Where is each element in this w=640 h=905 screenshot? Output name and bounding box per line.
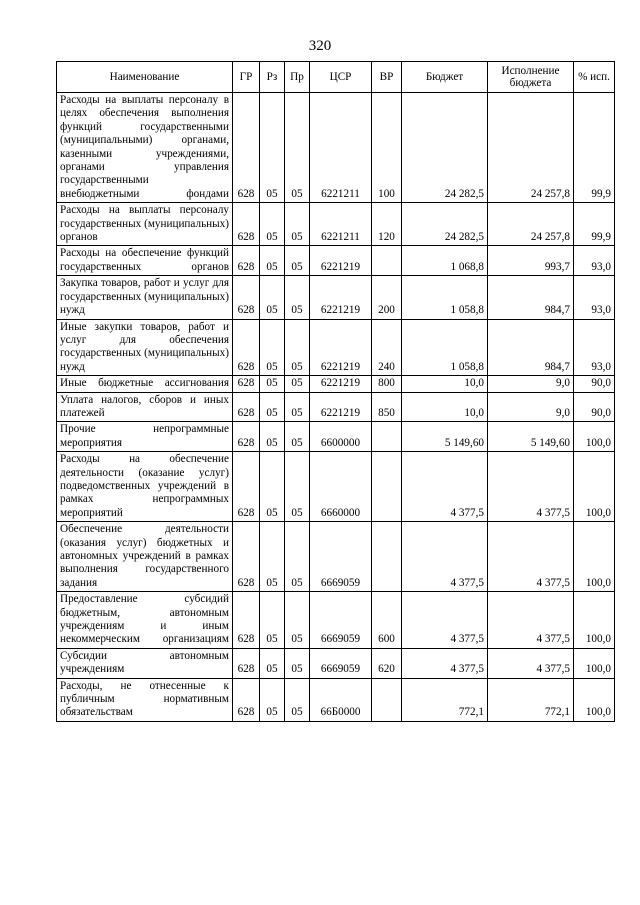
table-row — [57, 422, 615, 452]
row-budget: 772,1 — [402, 678, 488, 721]
header-budget: Бюджет — [402, 62, 488, 93]
row-pr: 05 — [285, 422, 310, 452]
row-execution: 993,7 — [488, 246, 574, 276]
row-vr: 600 — [372, 592, 402, 649]
row-execution: 5 149,60 — [488, 422, 574, 452]
row-execution: 4 377,5 — [488, 452, 574, 522]
row-budget: 24 282,5 — [402, 93, 488, 203]
row-rz: 05 — [260, 246, 285, 276]
row-name: Предоставление субсидий бюджетным, автономным учреждениям и иным некоммерческим организациям — [57, 592, 233, 649]
table-row — [57, 648, 615, 678]
header-pr: Пр — [285, 62, 310, 93]
table-row — [57, 203, 615, 246]
row-rz: 05 — [260, 648, 285, 678]
row-gr: 628 — [233, 319, 260, 376]
row-vr: 620 — [372, 648, 402, 678]
header-vr: ВР — [372, 62, 402, 93]
row-csr: 6221219 — [310, 376, 372, 392]
row-execution: 4 377,5 — [488, 522, 574, 592]
row-vr: 240 — [372, 319, 402, 376]
row-rz: 05 — [260, 422, 285, 452]
row-name: Расходы на обеспечение функций государственных органов — [57, 246, 233, 276]
header-percent: % исп. — [574, 62, 615, 93]
table-row — [57, 93, 615, 203]
table-row — [57, 392, 615, 422]
page-number: 320 — [308, 38, 332, 54]
row-vr — [372, 246, 402, 276]
row-csr: 6221211 — [310, 93, 372, 203]
row-budget: 4 377,5 — [402, 592, 488, 649]
row-percent: 99,9 — [574, 203, 615, 246]
row-rz: 05 — [260, 678, 285, 721]
row-execution: 9,0 — [488, 376, 574, 392]
row-budget: 4 377,5 — [402, 452, 488, 522]
row-vr — [372, 522, 402, 592]
row-gr: 628 — [233, 422, 260, 452]
row-name: Иные бюджетные ассигнования — [57, 376, 233, 392]
row-csr: 6669059 — [310, 522, 372, 592]
row-pr: 05 — [285, 392, 310, 422]
row-percent: 99,9 — [574, 93, 615, 203]
row-budget: 10,0 — [402, 392, 488, 422]
header-csr: ЦСР — [310, 62, 372, 93]
row-pr: 05 — [285, 522, 310, 592]
row-pr: 05 — [285, 648, 310, 678]
header-rz: Рз — [260, 62, 285, 93]
budget-table — [56, 61, 615, 722]
row-execution: 24 257,8 — [488, 203, 574, 246]
table-row — [57, 276, 615, 319]
row-execution: 772,1 — [488, 678, 574, 721]
row-gr: 628 — [233, 522, 260, 592]
row-csr: 66Б0000 — [310, 678, 372, 721]
row-rz: 05 — [260, 376, 285, 392]
table-row — [57, 376, 615, 392]
row-budget: 24 282,5 — [402, 203, 488, 246]
row-name: Расходы на выплаты персоналу в целях обеспечения выполнения функций государственными (муниципальными) органами, казенными учреждениями, органами управления государственными внебюджетными фондами — [57, 93, 233, 203]
row-name: Расходы на обеспечение деятельности (оказание услуг) подведомственных учреждений в рамках непрограммных мероприятий — [57, 452, 233, 522]
row-csr: 6669059 — [310, 648, 372, 678]
row-pr: 05 — [285, 93, 310, 203]
row-pr: 05 — [285, 376, 310, 392]
row-name: Закупка товаров, работ и услуг для государственных (муниципальных) нужд — [57, 276, 233, 319]
row-rz: 05 — [260, 522, 285, 592]
row-execution: 24 257,8 — [488, 93, 574, 203]
row-execution: 4 377,5 — [488, 592, 574, 649]
row-name: Иные закупки товаров, работ и услуг для обеспечения государственных (муниципальных) нужд — [57, 319, 233, 376]
row-csr: 6221219 — [310, 276, 372, 319]
header-gr: ГР — [233, 62, 260, 93]
row-vr — [372, 678, 402, 721]
row-budget: 5 149,60 — [402, 422, 488, 452]
row-gr: 628 — [233, 93, 260, 203]
row-execution: 9,0 — [488, 392, 574, 422]
row-name: Прочие непрограммные мероприятия — [57, 422, 233, 452]
row-vr — [372, 452, 402, 522]
row-gr: 628 — [233, 203, 260, 246]
row-percent: 100,0 — [574, 592, 615, 649]
table-row — [57, 246, 615, 276]
header-row — [57, 62, 615, 93]
row-csr: 6221211 — [310, 203, 372, 246]
row-name: Уплата налогов, сборов и иных платежей — [57, 392, 233, 422]
row-pr: 05 — [285, 452, 310, 522]
row-percent: 93,0 — [574, 246, 615, 276]
row-percent: 93,0 — [574, 319, 615, 376]
row-gr: 628 — [233, 376, 260, 392]
row-percent: 90,0 — [574, 392, 615, 422]
row-budget: 10,0 — [402, 376, 488, 392]
row-vr: 200 — [372, 276, 402, 319]
row-percent: 100,0 — [574, 678, 615, 721]
row-execution: 984,7 — [488, 276, 574, 319]
row-rz: 05 — [260, 592, 285, 649]
row-name: Обеспечение деятельности (оказания услуг) бюджетных и автономных учреждений в рамках выполнения государственного задания — [57, 522, 233, 592]
header-name: Наименование — [57, 62, 233, 93]
row-vr — [372, 422, 402, 452]
row-csr: 6660000 — [310, 452, 372, 522]
table-row — [57, 452, 615, 522]
table-row — [57, 592, 615, 649]
row-rz: 05 — [260, 93, 285, 203]
row-percent: 90,0 — [574, 376, 615, 392]
row-pr: 05 — [285, 276, 310, 319]
row-csr: 6221219 — [310, 392, 372, 422]
row-execution: 4 377,5 — [488, 648, 574, 678]
row-csr: 6221219 — [310, 246, 372, 276]
row-gr: 628 — [233, 276, 260, 319]
table-row — [57, 522, 615, 592]
row-percent: 100,0 — [574, 422, 615, 452]
row-csr: 6221219 — [310, 319, 372, 376]
row-pr: 05 — [285, 678, 310, 721]
row-vr: 100 — [372, 93, 402, 203]
row-name: Расходы, не отнесенные к публичным нормативным обязательствам — [57, 678, 233, 721]
row-name: Субсидии автономным учреждениям — [57, 648, 233, 678]
row-execution: 984,7 — [488, 319, 574, 376]
row-vr: 850 — [372, 392, 402, 422]
row-budget: 4 377,5 — [402, 648, 488, 678]
row-rz: 05 — [260, 276, 285, 319]
row-percent: 100,0 — [574, 522, 615, 592]
row-gr: 628 — [233, 392, 260, 422]
row-gr: 628 — [233, 648, 260, 678]
row-pr: 05 — [285, 203, 310, 246]
row-budget: 1 058,8 — [402, 276, 488, 319]
row-vr: 800 — [372, 376, 402, 392]
row-rz: 05 — [260, 319, 285, 376]
row-gr: 628 — [233, 452, 260, 522]
row-percent: 100,0 — [574, 452, 615, 522]
table-row — [57, 319, 615, 376]
row-rz: 05 — [260, 203, 285, 246]
row-gr: 628 — [233, 678, 260, 721]
row-csr: 6669059 — [310, 592, 372, 649]
row-pr: 05 — [285, 319, 310, 376]
row-gr: 628 — [233, 592, 260, 649]
row-rz: 05 — [260, 452, 285, 522]
row-pr: 05 — [285, 246, 310, 276]
header-execution: Исполнение бюджета — [488, 62, 574, 93]
row-percent: 100,0 — [574, 648, 615, 678]
row-csr: 6600000 — [310, 422, 372, 452]
row-pr: 05 — [285, 592, 310, 649]
row-budget: 4 377,5 — [402, 522, 488, 592]
row-budget: 1 068,8 — [402, 246, 488, 276]
row-rz: 05 — [260, 392, 285, 422]
row-percent: 93,0 — [574, 276, 615, 319]
row-budget: 1 058,8 — [402, 319, 488, 376]
table-row — [57, 678, 615, 721]
row-name: Расходы на выплаты персоналу государственных (муниципальных) органов — [57, 203, 233, 246]
row-gr: 628 — [233, 246, 260, 276]
row-vr: 120 — [372, 203, 402, 246]
